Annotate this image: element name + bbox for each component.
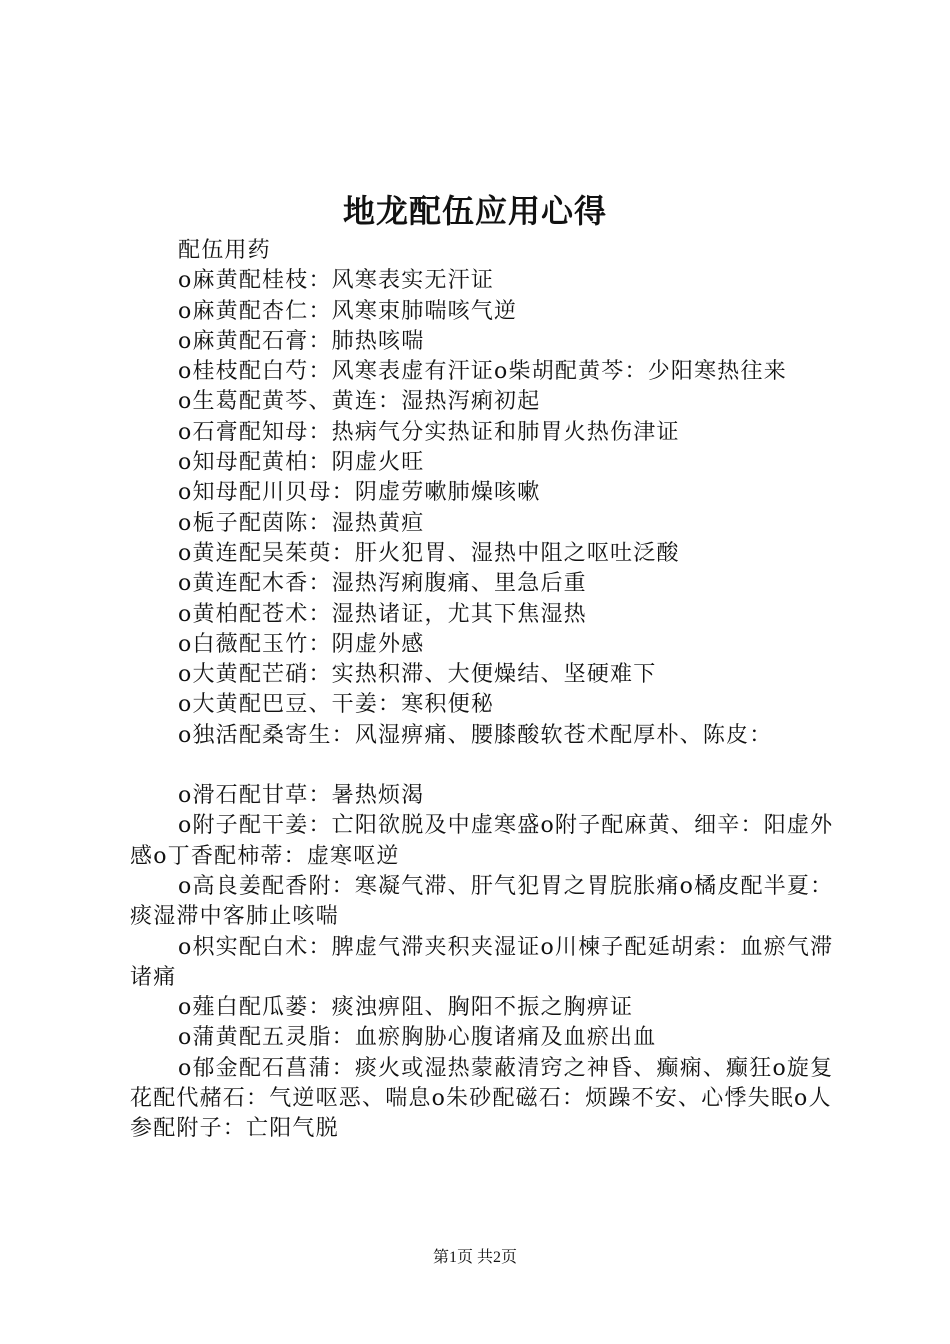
paragraph-heading: 配伍用药 bbox=[178, 238, 271, 263]
paragraph: o麻黄配石膏：肺热咳喘 bbox=[178, 328, 425, 354]
paragraph: o大黄配芒硝：实热积滞、大便燥结、坚硬难下 bbox=[178, 662, 657, 688]
paragraph: o黄柏配苍术：湿热诸证，尤其下焦湿热 bbox=[178, 601, 587, 627]
paragraph: o黄连配木香：湿热泻痢腹痛、里急后重 bbox=[178, 571, 587, 597]
paragraph: o知母配川贝母：阴虚劳嗽肺燥咳嗽 bbox=[178, 480, 541, 506]
paragraph: o麻黄配杏仁：风寒束肺喘咳气逆 bbox=[178, 298, 518, 324]
paragraph: o大黄配巴豆、干姜：寒积便秘 bbox=[178, 692, 495, 718]
paragraph: o枳实配白术：脾虚气滞夹积夹湿证o川楝子配延胡索：血瘀气滞诸痛 bbox=[130, 934, 834, 990]
paragraph: o栀子配茵陈：湿热黄疸 bbox=[178, 510, 425, 536]
paragraph: o桂枝配白芍：风寒表虚有汗证o柴胡配黄芩：少阳寒热往来 bbox=[178, 359, 787, 385]
page-footer: 第1页 共2页 bbox=[432, 1249, 517, 1266]
paragraph: o麻黄配桂枝：风寒表实无汗证 bbox=[178, 268, 495, 294]
document-body bbox=[130, 236, 842, 1145]
paragraph: o高良姜配香附：寒凝气滞、肝气犯胃之胃脘胀痛o橘皮配半夏：痰湿滞中客肺止咳喘 bbox=[130, 873, 834, 930]
paragraph: o独活配桑寄生：风湿痹痛、腰膝酸软苍术配厚朴、陈皮： bbox=[178, 722, 773, 748]
paragraph: o郁金配石菖蒲：痰火或湿热蒙蔽清窍之神昏、癫痫、癫狂o旋复花配代赭石：气逆呕恶、喘息o朱砂配磁石：烦躁不安、心悸失眠o人参配附子：亡阳气脱 bbox=[130, 1055, 834, 1142]
document-title: 地龙配伍应用心得 bbox=[342, 192, 607, 230]
paragraph: o薤白配瓜蒌：痰浊痹阻、胸阳不振之胸痹证 bbox=[178, 995, 634, 1021]
paragraph: o黄连配吴茱萸：肝火犯胃、湿热中阻之呕吐泛酸 bbox=[178, 540, 680, 566]
paragraph: o知母配黄柏：阴虚火旺 bbox=[178, 450, 425, 476]
paragraph: o生葛配黄芩、黄连：湿热泻痢初起 bbox=[178, 389, 541, 415]
paragraph: o滑石配甘草：暑热烦渴 bbox=[178, 783, 425, 809]
paragraph: o石膏配知母：热病气分实热证和肺胃火热伤津证 bbox=[178, 419, 680, 445]
paragraph: o白薇配玉竹：阴虚外感 bbox=[178, 631, 425, 657]
paragraph: o附子配干姜：亡阳欲脱及中虚寒盛o附子配麻黄、细辛：阳虚外感o丁香配柿蒂：虚寒呕逆 bbox=[130, 813, 834, 869]
paragraph: o蒲黄配五灵脂：血瘀胸胁心腹诸痛及血瘀出血 bbox=[178, 1025, 657, 1051]
